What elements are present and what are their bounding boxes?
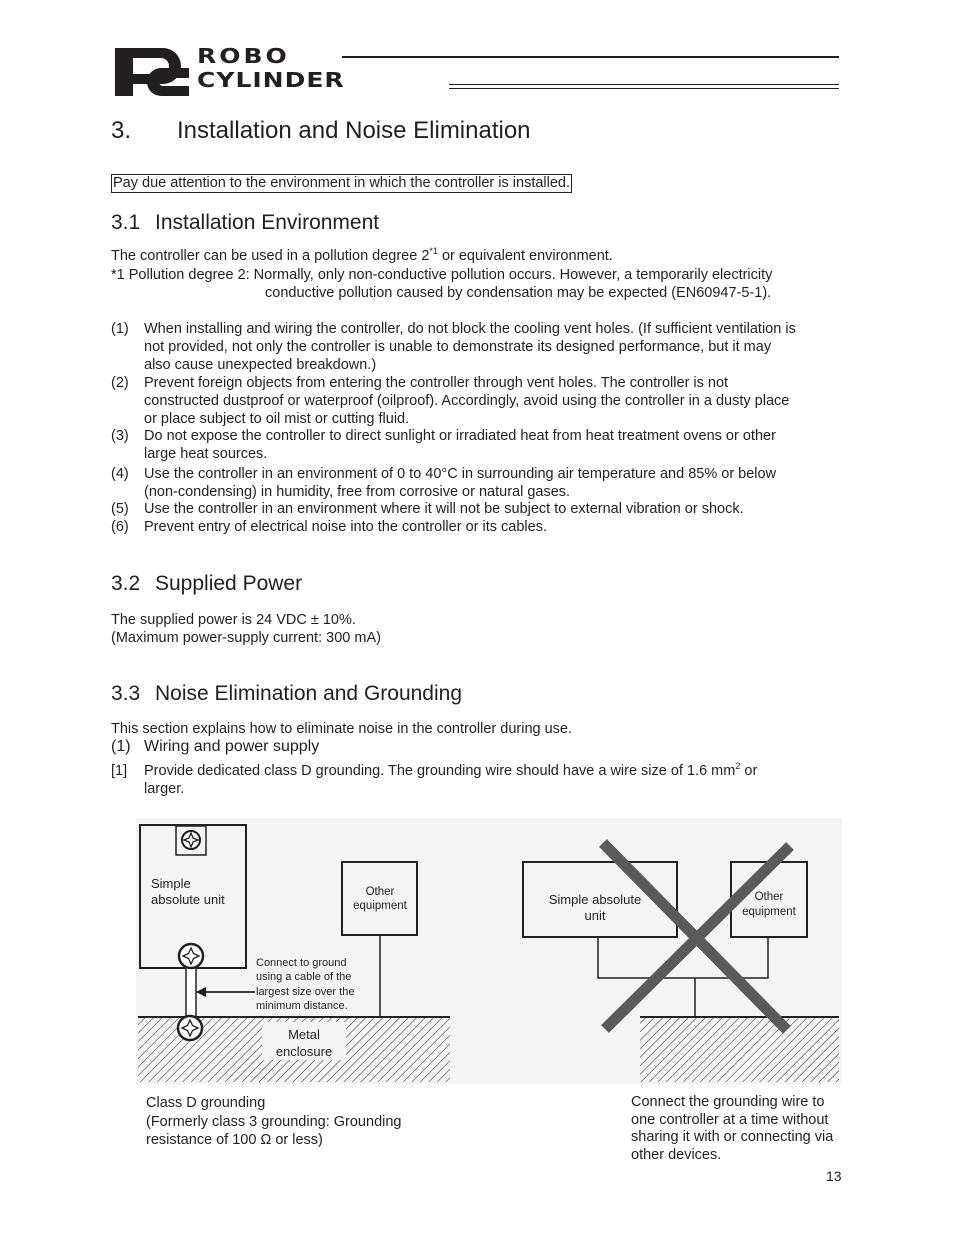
footnote-line-1: *1 Pollution degree 2: Normally, only non-conductive pollution occurs. However, a temporarily electricity (111, 267, 773, 283)
connect-to-ground-note (256, 956, 354, 1014)
unit-label-line: unit (584, 908, 606, 923)
list-item-number: (6) (111, 519, 129, 535)
unit-label-left (151, 876, 225, 908)
list-item-number: (5) (111, 501, 129, 517)
caption-line: Class D grounding (146, 1095, 266, 1111)
other-label-line: Other (365, 886, 395, 898)
caption-right (631, 1094, 833, 1165)
intro-text: The controller can be used in a pollution degree 2 (111, 248, 430, 264)
caption-line: one controller at a time without (631, 1111, 829, 1128)
subheading-title: Wiring and power supply (144, 738, 320, 755)
power-line-2: (Maximum power-supply current: 300 mA) (111, 630, 381, 646)
grounding-item-number: [1] (111, 763, 128, 779)
caption-line: Connect the grounding wire to (631, 1094, 825, 1110)
footnote-line-2: conductive pollution caused by condensation may be expected (EN60947-5-1). (265, 285, 772, 301)
ground-hatch-right (640, 1018, 839, 1082)
grounding-text: Provide dedicated class D grounding. The grounding wire should have a wire size of 1.6 mm (144, 763, 736, 779)
heading-3-2-title: Supplied Power (155, 572, 303, 595)
unit-label-line: Simple absolute (548, 892, 642, 907)
screw-terminal-icon (178, 1016, 202, 1040)
other-label-line: equipment (742, 906, 796, 918)
section-title-text: Installation and Noise Elimination (177, 117, 531, 144)
heading-3-1-title: Installation Environment (155, 211, 380, 234)
list-item-line: or place subject to oil mist or cutting fluid. (144, 411, 410, 427)
page-number: 13 (826, 1168, 842, 1184)
grounding-item-line-2: larger. (144, 781, 185, 797)
metal-enclosure-label (263, 1026, 345, 1060)
screw-terminal-icon (182, 831, 200, 849)
list-item-number: (2) (111, 375, 129, 391)
note-line: minimum distance. (256, 1000, 348, 1013)
other-label-line: Other (754, 891, 784, 903)
other-equipment-label-left (343, 885, 417, 913)
list-item-line: Do not expose the controller to direct sunlight or irradiated heat from heat treatment ovens or other (144, 428, 776, 444)
superscript-2: 2 (735, 761, 741, 772)
list-item-line: When installing and wiring the controller, do not block the cooling vent holes. (If sufficient ventilation is (144, 321, 796, 337)
heading-3-1-number: 3.1 (111, 211, 141, 234)
list-item-number: (1) (111, 321, 129, 337)
screw-terminal-icon (179, 944, 203, 968)
unit-label-line: Simple (151, 876, 191, 891)
heading-3-3-number: 3.3 (111, 682, 141, 705)
grounding-text-end: or (740, 763, 758, 779)
note-line: using a cable of the (256, 971, 352, 984)
logo-line1: ROBO (197, 44, 290, 68)
unit-label-right (524, 892, 666, 924)
caption-line: other devices. (631, 1147, 722, 1164)
metal-label-line: Metal (288, 1027, 320, 1042)
logo-line2: CYLINDER (197, 68, 345, 92)
list-item-line: Use the controller in an environment of 0 to 40°C in surrounding air temperature and 85% or below (144, 466, 777, 482)
list-item-line: large heat sources. (144, 446, 268, 462)
intro-text-end: or equivalent environment. (437, 248, 613, 264)
power-line-1: The supplied power is 24 VDC ± 10%. (111, 612, 356, 628)
list-item-line: not provided, not only the controller is unable to demonstrate its designed performance, but it may (144, 339, 772, 355)
list-item-number: (3) (111, 428, 129, 444)
list-item-line: also cause unexpected breakdown.) (144, 357, 377, 373)
caption-line: sharing it with or connecting via (631, 1129, 834, 1146)
footnote-marker: *1 (429, 246, 438, 257)
list-item-line: (non-condensing) in humidity, free from corrosive or natural gases. (144, 484, 571, 500)
note-line: largest size over the (256, 985, 355, 998)
list-item-line: constructed dustproof or waterproof (oilproof). Accordingly, avoid using the controller in a dusty place (144, 393, 790, 409)
note-line: Connect to ground (256, 957, 347, 969)
unit-label-line: absolute unit (151, 892, 225, 907)
list-item-number: (4) (111, 466, 129, 482)
noise-intro: This section explains how to eliminate noise in the controller during use. (111, 721, 573, 737)
notice-box: Pay due attention to the environment in which the controller is installed. (113, 175, 571, 191)
list-item-line: Use the controller in an environment where it will not be subject to external vibration or shock. (144, 501, 744, 517)
caption-line: (Formerly class 3 grounding: Grounding (146, 1113, 402, 1130)
metal-label-line: enclosure (275, 1044, 333, 1059)
other-label-line: equipment (353, 900, 407, 912)
list-item-line: Prevent foreign objects from entering the controller through vent holes. The controller is not (144, 375, 729, 391)
heading-3-2-number: 3.2 (111, 572, 141, 595)
heading-3-3-title: Noise Elimination and Grounding (155, 682, 463, 705)
other-equipment-label-right (732, 890, 806, 920)
subheading-number: (1) (111, 738, 131, 755)
caption-left (146, 1094, 401, 1150)
caption-line: resistance of 100 Ω or less) (146, 1132, 323, 1148)
section-number: 3. (111, 117, 132, 144)
list-item-line: Prevent entry of electrical noise into the controller or its cables. (144, 519, 547, 535)
